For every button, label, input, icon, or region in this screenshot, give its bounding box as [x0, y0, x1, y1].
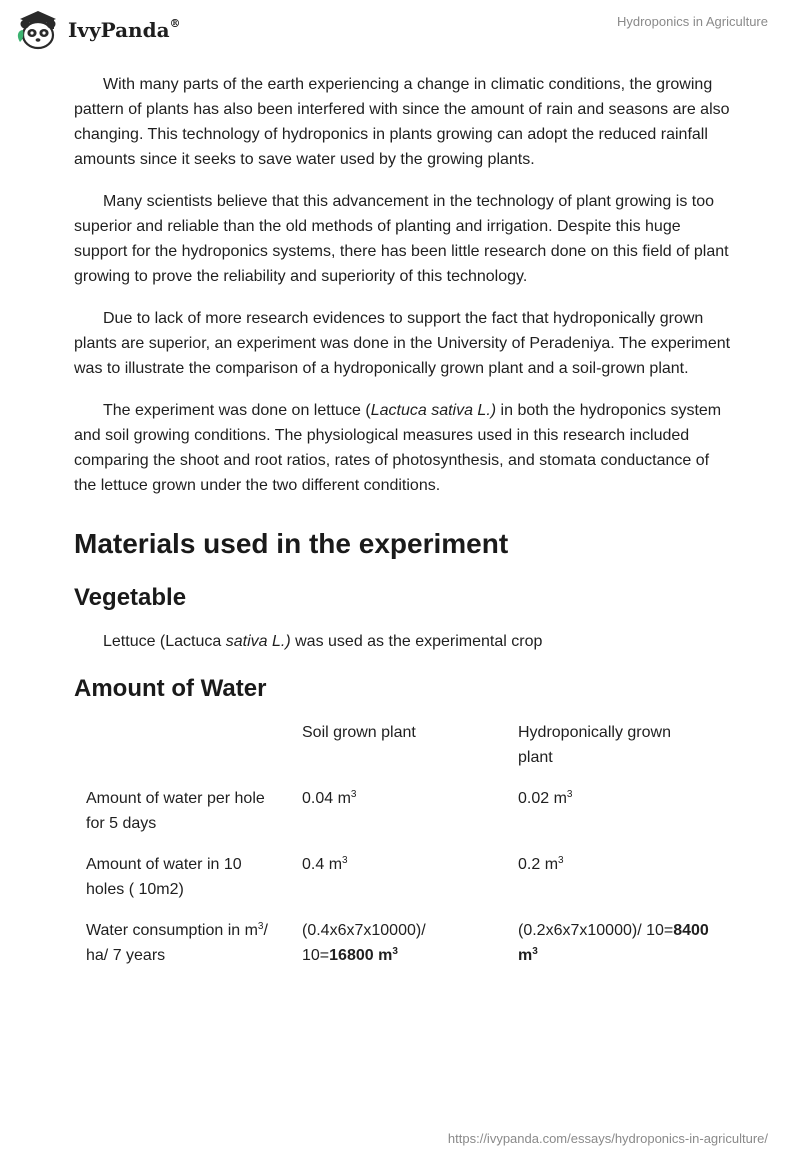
paragraph-3: Due to lack of more research evidences to support the fact that hydroponically grown plants are superior, an experiment was done in the University of Peradeniya. The experiment was to illustrate the comparison of a hydroponically grown plant and a soil-grown plant.: [74, 310, 731, 377]
table-row: [74, 852, 722, 918]
document-title: Hydroponics in Agriculture: [616, 14, 768, 29]
paragraph-4: [74, 398, 734, 498]
row1-soil: 0.04 $m^3$: [302, 789, 357, 807]
table-header-soil: Soil grown plant: [302, 724, 416, 741]
vegetable-species: sativa L.): [225, 633, 291, 650]
logo[interactable]: [14, 8, 181, 50]
registered-mark: ®: [169, 17, 181, 31]
row1-label: Amount of water per hole for 5 days: [86, 790, 265, 832]
row3-label: Water consumption in $m^3/$ ha/ 7 years: [86, 921, 268, 964]
paragraph-1: With many parts of the earth experiencing a change in climatic conditions, the growing pattern of plants has also been interfered with since the amount of rain and seasons are also changing. This technology of hydroponics in plants growing can adopt the reduced rainfall amounts since it seeks to save water used by the growing plants.: [74, 76, 730, 168]
vegetable-text-a: Lettuce (Lactuca: [103, 633, 226, 650]
panda-logo-icon: [14, 8, 62, 50]
brand-name: IvyPanda®: [68, 17, 181, 42]
paragraph-2: Many scientists believe that this advancement in the technology of plant growing is too superior and reliable than the old methods of planting and irrigation. Despite this huge support for the hydroponics systems, there has been little research done on this field of plant growing to prove the reliability and superiority of this technology.: [74, 193, 729, 285]
table-header-hydro: Hydroponically grown plant: [518, 724, 671, 766]
row2-hydro: 0.2 $m^3$: [518, 855, 564, 873]
table-row: [74, 918, 722, 984]
heading-vegetable: Vegetable: [74, 584, 187, 611]
table-header-empty: [74, 720, 290, 786]
source-url[interactable]: https://ivypanda.com/essays/hydroponics-in-agriculture/: [447, 1131, 768, 1146]
row3-hydro: (0.2x6x7x10000)/ 10=8400 $m^3$: [518, 922, 709, 964]
vegetable-text: [74, 629, 734, 654]
vegetable-text-b: was used as the experimental crop: [290, 633, 543, 650]
heading-water: Amount of Water: [74, 675, 267, 702]
page-header: [0, 0, 800, 60]
row1-hydro: 0.02 $m^3$: [518, 789, 573, 807]
table-header-row: [74, 720, 722, 786]
table-row: [74, 786, 722, 852]
species-name: Lactuca sativa L.): [370, 402, 497, 419]
paragraph-4-text-a: The experiment was done on lettuce (: [103, 402, 371, 419]
water-table: [74, 720, 722, 984]
essay-content: [74, 72, 734, 984]
row2-soil: 0.4 $m^3$: [302, 855, 348, 873]
paragraph-4-text-b: in both the hydroponics system and soil growing conditions. The physiological measures used in this research included comparing the shoot and root ratios, rates of photosynthesis, and stomata conductance of the lettuce grown under the two different conditions.: [74, 402, 722, 494]
row2-label: Amount of water in 10 holes ( 10m2): [86, 856, 242, 898]
heading-materials: Materials used in the experiment: [74, 528, 509, 559]
row3-soil: (0.4x6x7x10000)/ 10=16800 $m^3$: [302, 922, 426, 964]
